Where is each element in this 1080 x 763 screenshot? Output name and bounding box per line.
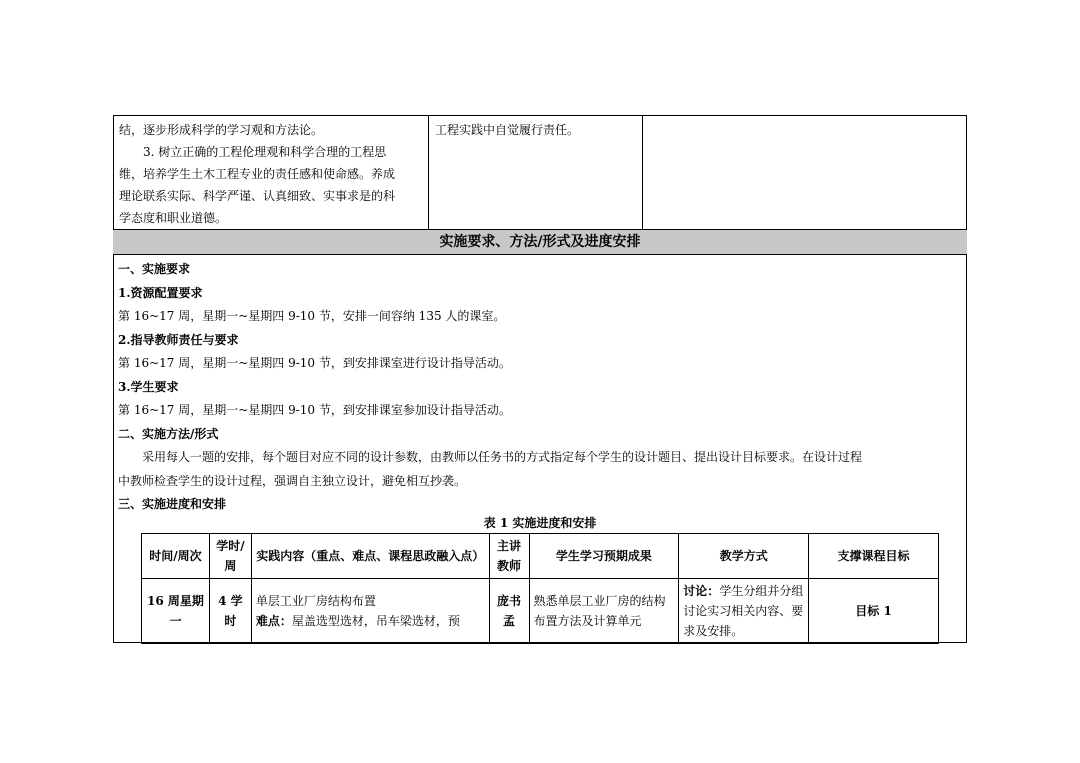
difficulty-text: 屋盖选型选材，吊车梁选材，预 [291, 614, 460, 628]
section-body [118, 258, 963, 517]
header-hours: 学时/周 [209, 534, 251, 579]
ideology-cell [429, 115, 643, 230]
cell-content [251, 579, 489, 644]
header-teacher: 主讲教师 [489, 534, 529, 579]
table-header-row [142, 534, 939, 579]
objective-line: 理论联系实际、科学严谨、认真细致、实事求是的科 [119, 189, 396, 203]
header-goal: 支撑课程目标 [809, 534, 939, 579]
schedule-table [141, 533, 939, 644]
subheading-student: 3.学生要求 [118, 379, 179, 394]
subheading-teacher: 2.指导教师责任与要求 [118, 332, 239, 347]
objective-line: 学态度和职业道德。 [119, 211, 228, 225]
method-paragraph-line: 中教师检查学生的设计过程，强调自主独立设计，避免相互抄袭。 [118, 473, 467, 488]
heading-1: 一、实施要求 [118, 262, 191, 276]
objective-line: 3. 树立正确的工程伦理观和科学合理的工程思 [143, 145, 387, 159]
objectives-row [113, 115, 967, 230]
header-outcome: 学生学习预期成果 [529, 534, 679, 579]
cell-goal: 目标 1 [809, 579, 939, 644]
objective-line: 维，培养学生土木工程专业的责任感和使命感。养成 [119, 167, 396, 181]
subheading-resources: 1.资源配置要求 [118, 285, 203, 300]
objective-line: 结，逐步形成科学的学习观和方法论。 [119, 123, 324, 137]
method-label: 讨论： [683, 584, 720, 598]
section-title: 实施要求、方法/形式及进度安排 [113, 230, 967, 255]
method-paragraph-line: 采用每人一题的安排，每个题目对应不同的设计参数，由教师以任务书的方式指定每个学生的设计题目、提出设计目标要求。在设计过程 [142, 450, 863, 464]
content-line: 单层工业厂房结构布置 [255, 594, 376, 608]
header-method: 教学方式 [679, 534, 809, 579]
table-caption: 表 1 实施进度和安排 [483, 516, 597, 530]
header-time: 时间/周次 [142, 534, 210, 579]
resources-text: 第 16~17 周，星期一~星期四 9-10 节，安排一间容纳 135 人的课室。 [118, 309, 506, 323]
heading-2: 二、实施方法/形式 [118, 426, 219, 441]
content-line [256, 611, 485, 631]
teacher-text: 第 16~17 周，星期一~星期四 9-10 节，到安排课室进行设计指导活动。 [118, 356, 511, 370]
objectives-cell [113, 115, 429, 230]
method-text: 学生分组并分组讨论实习相关内容、要求及安排。 [683, 584, 804, 638]
ideology-text: 工程实践中自觉履行责任。 [435, 123, 580, 137]
cell-outcome: 熟悉单层工业厂房的结构布置方法及计算单元 [529, 579, 679, 644]
cell-time: 16 周星期一 [142, 579, 210, 644]
heading-3: 三、实施进度和安排 [118, 497, 227, 511]
cell-hours: 4 学时 [209, 579, 251, 644]
table-row [142, 579, 939, 644]
document-page [113, 115, 967, 643]
empty-cell [643, 115, 967, 230]
student-text: 第 16~17 周，星期一~星期四 9-10 节，到安排课室参加设计指导活动。 [118, 403, 511, 417]
cell-teacher: 庞书孟 [489, 579, 529, 644]
difficulty-label: 难点： [255, 614, 292, 628]
cell-method [679, 579, 809, 644]
header-content: 实践内容（重点、难点、课程思政融入点） [251, 534, 489, 579]
